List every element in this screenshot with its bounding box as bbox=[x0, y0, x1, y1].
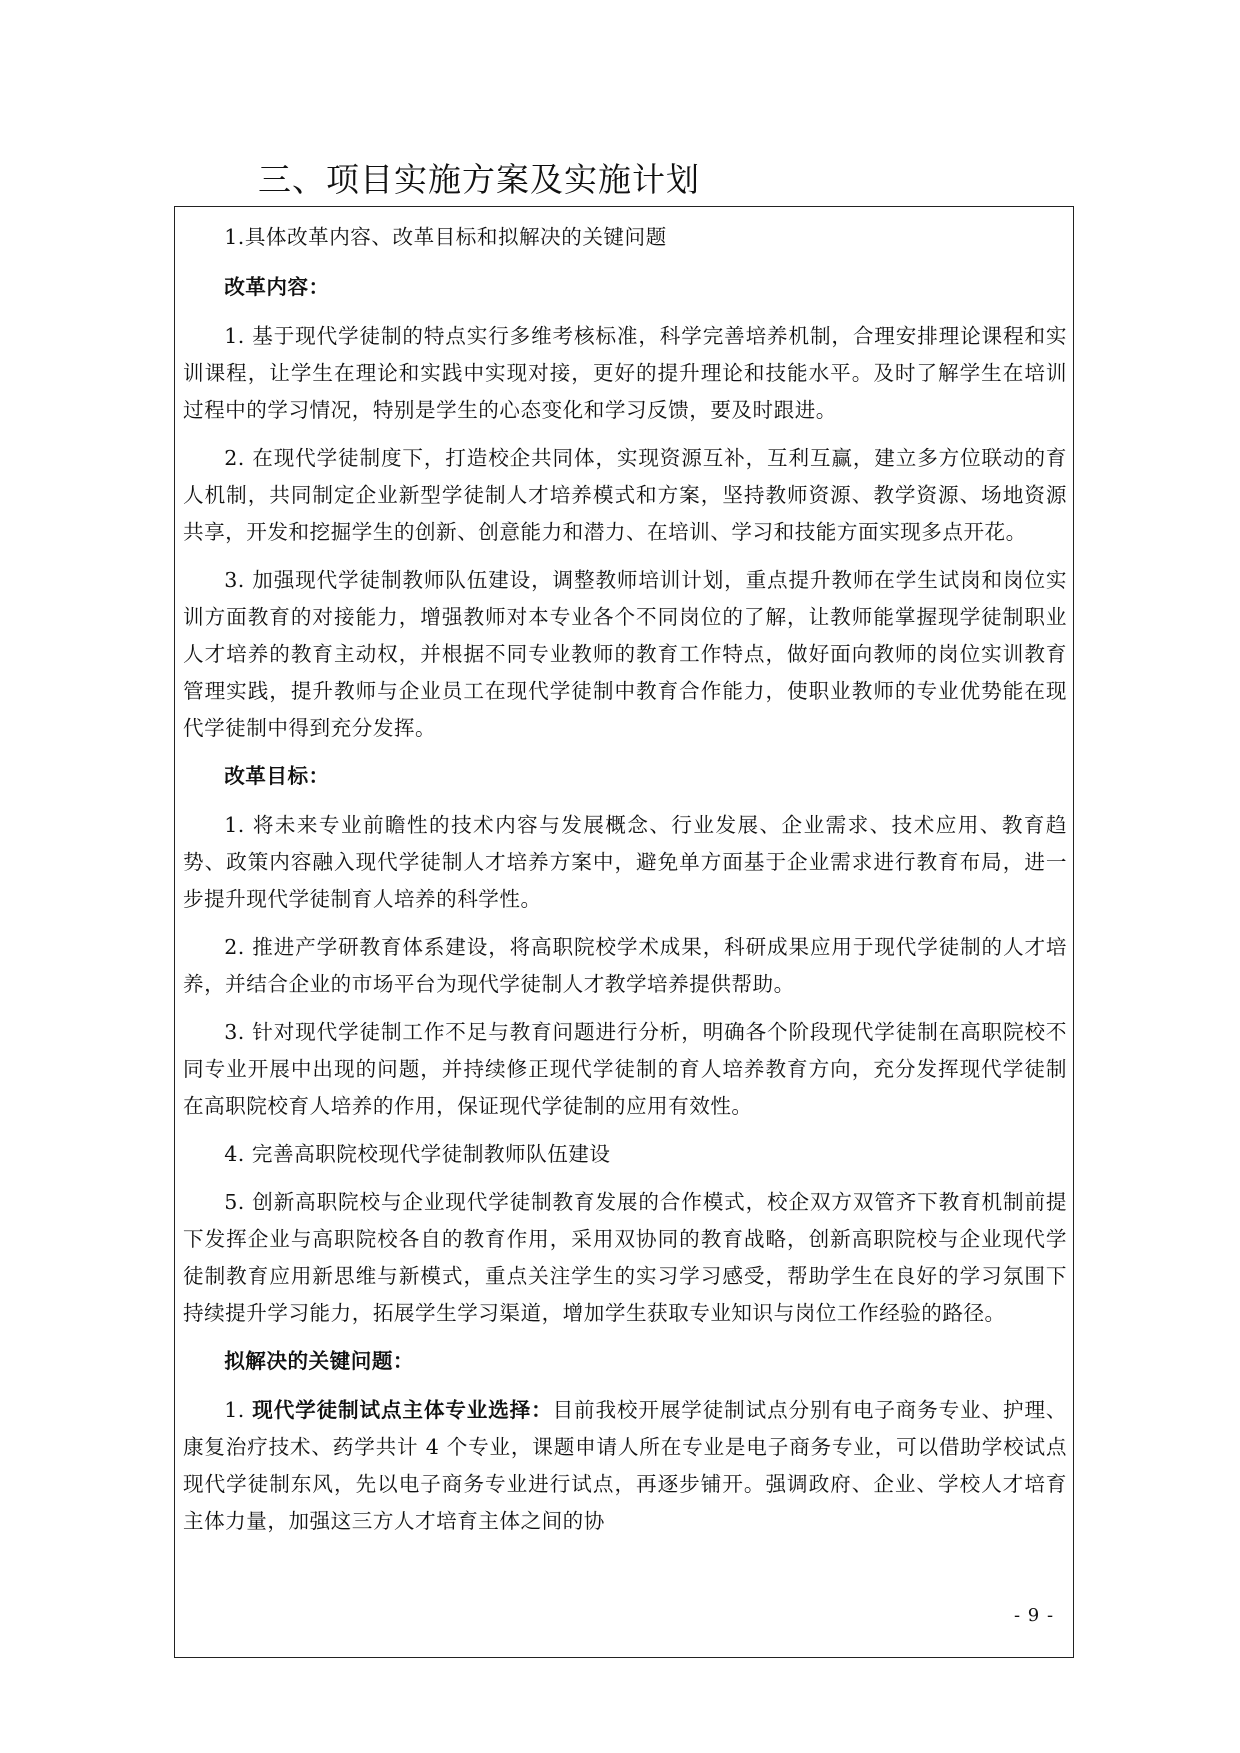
reform-goal-item-5: 5. 创新高职院校与企业现代学徒制教育发展的合作模式，校企双方双管齐下教育机制前提下发挥企业与高职院校各自的教育作用，采用双协同的教育战略，创新高职院校与企业现代学徒制教育应用新思维与新模式，重点关注学生的实习学习感受，帮助学生在良好的学习氛围下持续提升学习能力，拓展学生学习渠道，增加学生获取专业知识与岗位工作经验的路径。 bbox=[183, 1190, 1067, 1325]
heading-key-problems: 拟解决的关键问题： bbox=[224, 1349, 415, 1373]
reform-goal-item-4: 4. 完善高职院校现代学徒制教师队伍建设 bbox=[224, 1142, 611, 1166]
content-box bbox=[174, 206, 1074, 1658]
page-number: - 9 - bbox=[1014, 1605, 1055, 1626]
key-problem-item-1-number: 1. bbox=[224, 1398, 253, 1422]
reform-content-item-2: 2. 在现代学徒制度下，打造校企共同体，实现资源互补，互利互赢，建立多方位联动的育人机制，共同制定企业新型学徒制人才培养模式和方案，坚持教师资源、教学资源、场地资源共享，开发和挖掘学生的创新、创意能力和潜力、在培训、学习和技能方面实现多点开花。 bbox=[183, 446, 1067, 544]
key-problem-item-1 bbox=[183, 1392, 1067, 1540]
heading-reform-goals: 改革目标： bbox=[224, 764, 330, 788]
reform-goal-item-2: 2. 推进产学研教育体系建设，将高职院校学术成果，科研成果应用于现代学徒制的人才培养，并结合企业的市场平台为现代学徒制人才教学培养提供帮助。 bbox=[183, 935, 1067, 996]
reform-content-item-1: 1. 基于现代学徒制的特点实行多维考核标准，科学完善培养机制，合理安排理论课程和实训课程，让学生在理论和实践中实现对接，更好的提升理论和技能水平。及时了解学生在培训过程中的学习情况，特别是学生的心态变化和学习反馈，要及时跟进。 bbox=[183, 324, 1067, 422]
reform-goal-item-3: 3. 针对现代学徒制工作不足与教育问题进行分析，明确各个阶段现代学徒制在高职院校不同专业开展中出现的问题，并持续修正现代学徒制的育人培养教育方向，充分发挥现代学徒制在高职院校育人培养的作用，保证现代学徒制的应用有效性。 bbox=[183, 1020, 1067, 1118]
key-problem-item-1-lead: 现代学徒制试点主体专业选择： bbox=[252, 1398, 553, 1422]
reform-goal-item-1: 1. 将未来专业前瞻性的技术内容与发展概念、行业发展、企业需求、技术应用、教育趋势、政策内容融入现代学徒制人才培养方案中，避免单方面基于企业需求进行教育布局，进一步提升现代学徒制育人培养的科学性。 bbox=[183, 813, 1067, 911]
intro-line: 1.具体改革内容、改革目标和拟解决的关键问题 bbox=[224, 225, 667, 249]
reform-content-item-3: 3. 加强现代学徒制教师队伍建设，调整教师培训计划，重点提升教师在学生试岗和岗位实训方面教育的对接能力，增强教师对本专业各个不同岗位的了解，让教师能掌握现学徒制职业人才培养的教育主动权，并根据不同专业教师的教育工作特点，做好面向教师的岗位实训教育管理实践，提升教师与企业员工在现代学徒制中教育合作能力，使职业教师的专业优势能在现代学徒制中得到充分发挥。 bbox=[183, 568, 1067, 740]
page-title: 三、项目实施方案及实施计划 bbox=[258, 160, 700, 199]
heading-reform-content: 改革内容： bbox=[224, 275, 330, 299]
key-problem-item-1-text: 目前我校开展学徒制试点分别有电子商务专业、护理、康复治疗技术、药学共计 4 个专业，课题申请人所在专业是电子商务专业，可以借助学校试点现代学徒制东风，先以电子商务专业进行试点，再逐步铺开。强调政府、企业、学校人才培育主体力量，加强这三方人才培育主体之间的协 bbox=[183, 1398, 1068, 1533]
content-body bbox=[183, 219, 1067, 1551]
